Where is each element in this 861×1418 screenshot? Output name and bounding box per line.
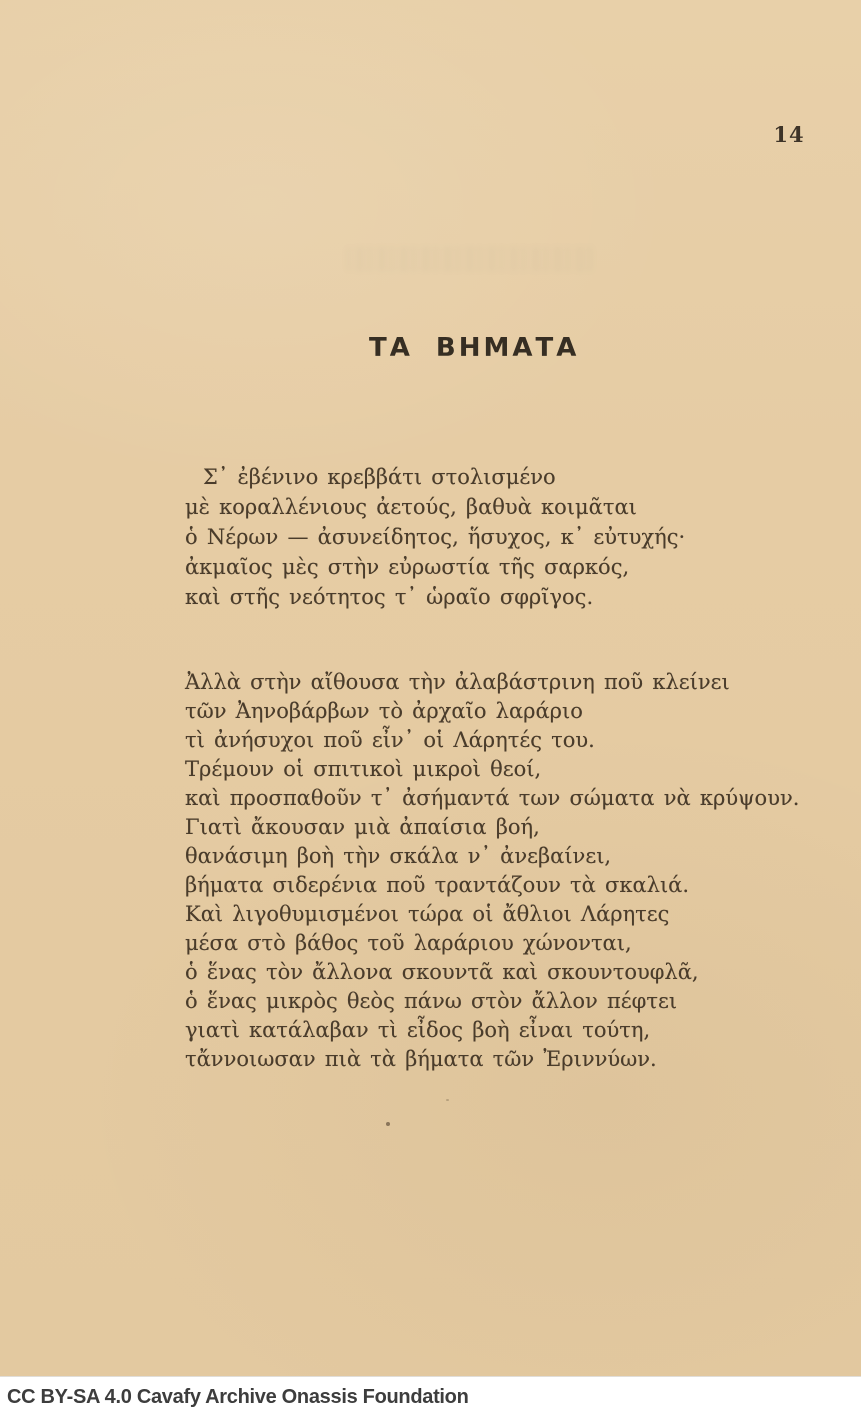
poem-line: Τρέμουν οἱ σπιτικοὶ μικροὶ θεοί, [185,757,542,781]
poem-line: γιατὶ κατάλαβαν τὶ εἶδος βοὴ εἶναι τούτη, [185,1018,651,1042]
poem-line: Γιατὶ ἄκουσαν μιὰ ἀπαίσια βοή, [185,815,540,839]
license-credit-text: CC BY-SA 4.0 Cavafy Archive Onassis Foundation [7,1386,469,1408]
ink-speck [386,1122,390,1126]
poem-line: Ἀλλὰ στὴν αἴθουσα τὴν ἀλαβάστρινη ποῦ κλείνει [185,670,730,694]
poem-stanza-2 [185,668,805,1074]
poem-line: ὁ ἕνας τὸν ἄλλονα σκουντᾶ καὶ σκουντουφλᾶ, [185,960,699,984]
poem-line: ὁ ἕνας μικρὸς θεὸς πάνω στὸν ἄλλον πέφτει [185,989,678,1013]
poem-line: ἀκμαῖος μὲς στὴν εὐρωστία τῆς σαρκός, [185,555,630,579]
page-number: 14 [773,122,805,147]
poem-body [185,462,805,1074]
license-footer [0,1376,861,1418]
reverse-side-show-through [346,246,596,272]
poem-line: τἄννοιωσαν πιὰ τὰ βήματα τῶν Ἐριννύων. [185,1047,657,1071]
poem-line: τῶν Ἀηνοβάρβων τὸ ἀρχαῖο λαράριο [185,699,583,723]
poem-stanza-1 [185,462,805,612]
poem-line: καὶ προσπαθοῦν τ᾽ ἀσήμαντά των σώματα νὰ κρύψουν. [185,786,800,810]
poem-line: βήματα σιδερένια ποῦ τραντάζουν τὰ σκαλιά. [185,873,690,897]
poem-line: θανάσιμη βοὴ τὴν σκάλα ν᾽ ἀνεβαίνει, [185,844,612,868]
poem-line: μὲ κοραλλένιους ἀετούς, βαθυὰ κοιμᾶται [185,495,637,519]
poem-line: μέσα στὸ βάθος τοῦ λαράριου χώνονται, [185,931,632,955]
ink-speck [446,1099,449,1101]
poem-line: τὶ ἀνήσυχοι ποῦ εἶν᾽ οἱ Λάρητές του. [185,728,595,752]
poem-line: Σ᾽ ἐβένινο κρεββάτι στολισμένο [203,465,556,489]
poem-line: Καὶ λιγοθυμισμένοι τώρα οἱ ἄθλιοι Λάρητες [185,902,670,926]
poem-line: καὶ στῆς νεότητος τ᾽ ὡραῖο σφρῖγος. [185,585,594,609]
poem-title: ΤΑ ΒΗΜΑΤΑ [369,333,580,363]
poem-line: ὁ Νέρων — ἀσυνείδητος, ἥσυχος, κ᾽ εὐτυχής· [185,525,686,549]
